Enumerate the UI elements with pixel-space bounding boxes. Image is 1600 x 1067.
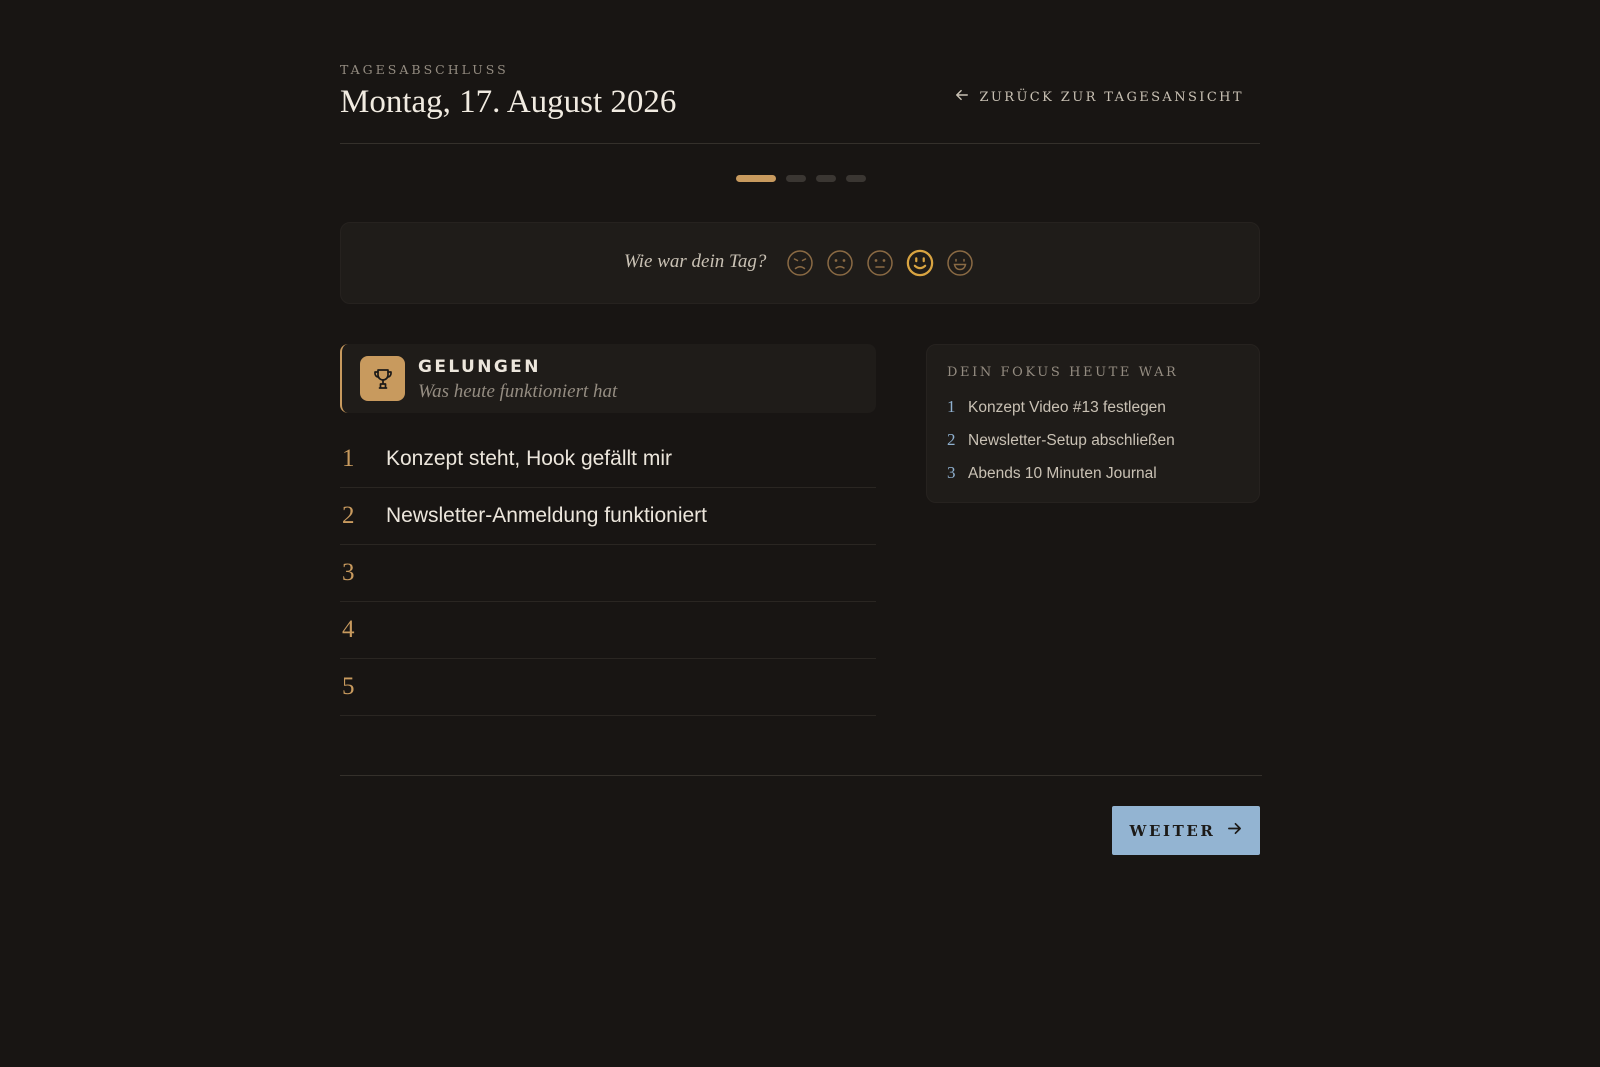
step-indicator xyxy=(736,175,866,182)
success-item-3 xyxy=(340,545,876,602)
item-number: 2 xyxy=(342,502,355,529)
focus-list xyxy=(947,397,1175,496)
item-number: 1 xyxy=(342,445,355,472)
focus-text: Konzept Video #13 festlegen xyxy=(968,399,1166,416)
back-to-day-view-link[interactable] xyxy=(955,88,1244,106)
next-button-label: WEITER xyxy=(1129,821,1216,840)
page-eyebrow: TAGESABSCHLUSS xyxy=(340,62,509,77)
focus-item xyxy=(947,463,1175,496)
focus-text: Newsletter-Setup abschließen xyxy=(968,432,1175,449)
mood-very-good-button[interactable] xyxy=(946,249,974,277)
focus-text: Abends 10 Minuten Journal xyxy=(968,465,1157,482)
arrow-left-icon xyxy=(955,88,969,106)
focus-number: 1 xyxy=(947,397,956,416)
step-4 xyxy=(846,175,866,182)
item-number: 3 xyxy=(342,559,355,586)
section-title: GELUNGEN xyxy=(418,357,541,377)
item-number: 4 xyxy=(342,616,355,643)
trophy-badge xyxy=(360,356,405,401)
sad-face-icon xyxy=(826,249,854,277)
success-input-3[interactable] xyxy=(386,561,866,585)
neutral-face-icon xyxy=(866,249,894,277)
header-divider xyxy=(340,143,1260,144)
focus-item xyxy=(947,430,1175,463)
step-3 xyxy=(816,175,836,182)
page-title: Montag, 17. August 2026 xyxy=(340,84,677,120)
focus-title: DEIN FOKUS HEUTE WAR xyxy=(947,365,1179,380)
success-input-1[interactable] xyxy=(386,447,866,471)
success-item-1 xyxy=(340,431,876,488)
focus-card xyxy=(926,344,1260,503)
item-number: 5 xyxy=(342,673,355,700)
focus-item xyxy=(947,397,1175,430)
mood-question: Wie war dein Tag? xyxy=(624,251,767,272)
section-subtitle: Was heute funktioniert hat xyxy=(418,381,618,402)
back-link-label: ZURÜCK ZUR TAGESANSICHT xyxy=(979,89,1244,105)
footer-divider xyxy=(340,775,1262,776)
success-input-5[interactable] xyxy=(386,675,866,699)
success-input-4[interactable] xyxy=(386,618,866,642)
arrow-right-icon xyxy=(1227,821,1242,840)
angry-face-icon xyxy=(786,249,814,277)
grinning-face-icon xyxy=(946,249,974,277)
trophy-icon xyxy=(371,367,395,391)
smiling-face-icon xyxy=(906,248,934,278)
success-item-4 xyxy=(340,602,876,659)
success-input-2[interactable] xyxy=(386,504,866,528)
section-header-gelungen xyxy=(340,344,876,413)
success-item-5 xyxy=(340,659,876,716)
mood-card xyxy=(340,222,1260,304)
success-list xyxy=(340,431,876,716)
mood-bad-button[interactable] xyxy=(826,249,854,277)
step-2 xyxy=(786,175,806,182)
mood-very-bad-button[interactable] xyxy=(786,249,814,277)
success-item-2 xyxy=(340,488,876,545)
next-button[interactable] xyxy=(1112,806,1260,855)
focus-number: 2 xyxy=(947,430,956,449)
mood-good-button[interactable] xyxy=(906,249,934,277)
mood-neutral-button[interactable] xyxy=(866,249,894,277)
focus-number: 3 xyxy=(947,463,956,482)
step-1 xyxy=(736,175,776,182)
mood-options xyxy=(786,249,974,277)
